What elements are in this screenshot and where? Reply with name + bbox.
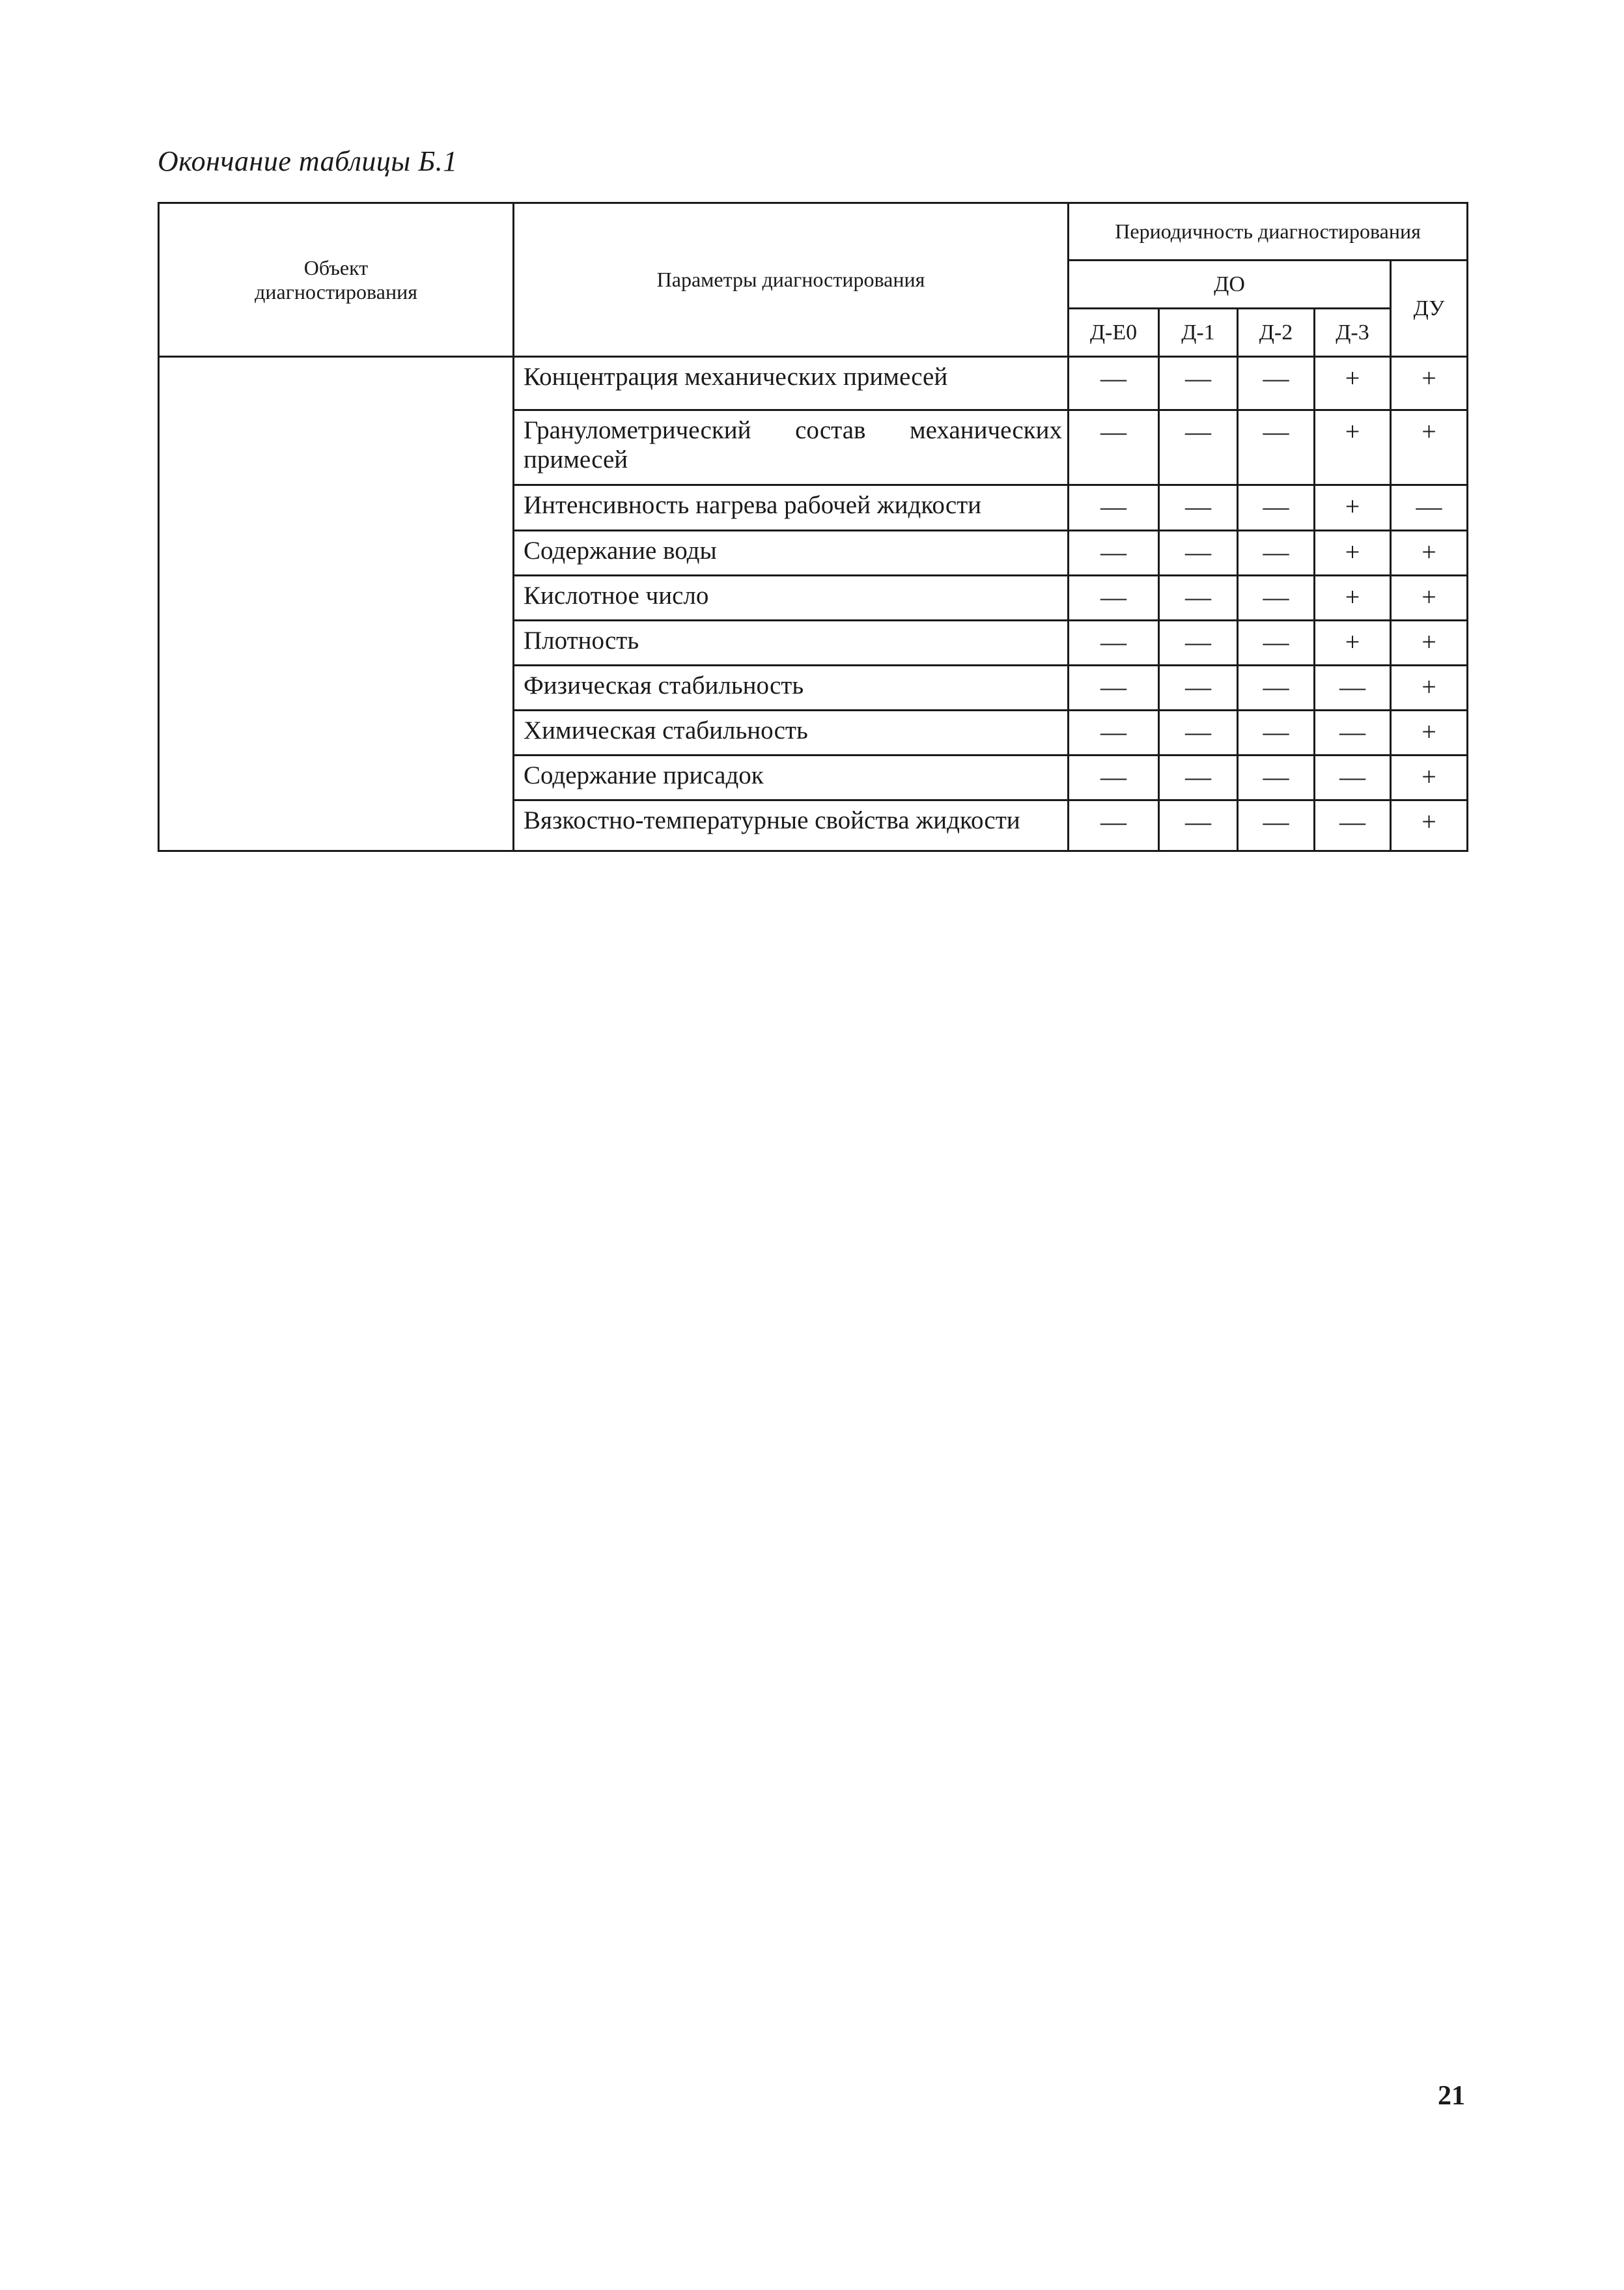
mark-cell: — <box>1159 621 1238 666</box>
mark-cell: — <box>1238 621 1315 666</box>
mark-cell: — <box>1238 666 1315 711</box>
mark-cell: — <box>1238 756 1315 800</box>
mark-cell: — <box>1238 576 1315 621</box>
mark-cell: — <box>1069 666 1159 711</box>
param-cell: Кислотное число <box>514 576 1069 621</box>
mark-cell: — <box>1069 576 1159 621</box>
header-d-1: Д-1 <box>1159 309 1238 357</box>
mark-cell: — <box>1069 531 1159 576</box>
mark-cell: + <box>1315 576 1391 621</box>
mark-cell: + <box>1391 576 1468 621</box>
param-cell: Концентрация механических примесей <box>514 357 1069 410</box>
header-object <box>159 203 514 357</box>
mark-cell: + <box>1315 531 1391 576</box>
table-caption: Окончание таблицы Б.1 <box>158 145 458 177</box>
diagnostics-table <box>158 202 1468 852</box>
param-cell: Интенсивность нагрева рабочей жидкости <box>514 485 1069 531</box>
mark-cell: + <box>1391 800 1468 851</box>
mark-cell: — <box>1238 410 1315 485</box>
param-cell: Содержание воды <box>514 531 1069 576</box>
mark-cell: — <box>1069 410 1159 485</box>
mark-cell: — <box>1069 485 1159 531</box>
mark-cell: — <box>1069 756 1159 800</box>
mark-cell: + <box>1391 410 1468 485</box>
mark-cell: + <box>1391 711 1468 756</box>
mark-cell: + <box>1315 357 1391 410</box>
mark-cell: — <box>1315 666 1391 711</box>
param-cell: Плотность <box>514 621 1069 666</box>
mark-cell: — <box>1315 711 1391 756</box>
param-cell: Гранулометрический состав механических примесей <box>514 410 1069 485</box>
page-number: 21 <box>1438 2081 1465 2111</box>
param-cell: Содержание присадок <box>514 756 1069 800</box>
header-d-3: Д-3 <box>1315 309 1391 357</box>
param-cell: Химическая стабильность <box>514 711 1069 756</box>
mark-cell: + <box>1391 621 1468 666</box>
mark-cell: + <box>1315 485 1391 531</box>
mark-cell: — <box>1238 800 1315 851</box>
table-row <box>159 357 1468 410</box>
header-params <box>514 203 1069 357</box>
mark-cell: — <box>1315 800 1391 851</box>
header-periodicity: Периодичность диагностирования <box>1069 203 1468 261</box>
mark-cell: — <box>1238 357 1315 410</box>
header-params-label: Параметры диагностирования <box>656 268 925 292</box>
mark-cell: — <box>1159 410 1238 485</box>
mark-cell: — <box>1391 485 1468 531</box>
mark-cell: — <box>1238 531 1315 576</box>
mark-cell: — <box>1238 485 1315 531</box>
mark-cell: + <box>1391 666 1468 711</box>
mark-cell: + <box>1315 621 1391 666</box>
mark-cell: + <box>1391 357 1468 410</box>
mark-cell: — <box>1159 666 1238 711</box>
mark-cell: — <box>1159 531 1238 576</box>
mark-cell: — <box>1238 711 1315 756</box>
mark-cell: — <box>1069 621 1159 666</box>
param-cell: Вязкостно-температурные свойства жидкости <box>514 800 1069 851</box>
header-do-group: ДО <box>1069 261 1391 309</box>
mark-cell: — <box>1159 485 1238 531</box>
mark-cell: — <box>1159 357 1238 410</box>
mark-cell: — <box>1069 800 1159 851</box>
mark-cell: + <box>1391 756 1468 800</box>
mark-cell: — <box>1069 357 1159 410</box>
mark-cell: — <box>1159 800 1238 851</box>
mark-cell: + <box>1391 531 1468 576</box>
mark-cell: — <box>1159 756 1238 800</box>
param-cell: Физическая стабильность <box>514 666 1069 711</box>
mark-cell: — <box>1069 711 1159 756</box>
mark-cell: — <box>1159 576 1238 621</box>
mark-cell: — <box>1315 756 1391 800</box>
header-d-2: Д-2 <box>1238 309 1315 357</box>
header-d-e0: Д-Е0 <box>1069 309 1159 357</box>
mark-cell: — <box>1159 711 1238 756</box>
mark-cell: + <box>1315 410 1391 485</box>
header-du: ДУ <box>1391 261 1468 357</box>
header-object-label: Объект диагностирования <box>255 255 417 304</box>
object-cell-empty <box>159 357 514 851</box>
